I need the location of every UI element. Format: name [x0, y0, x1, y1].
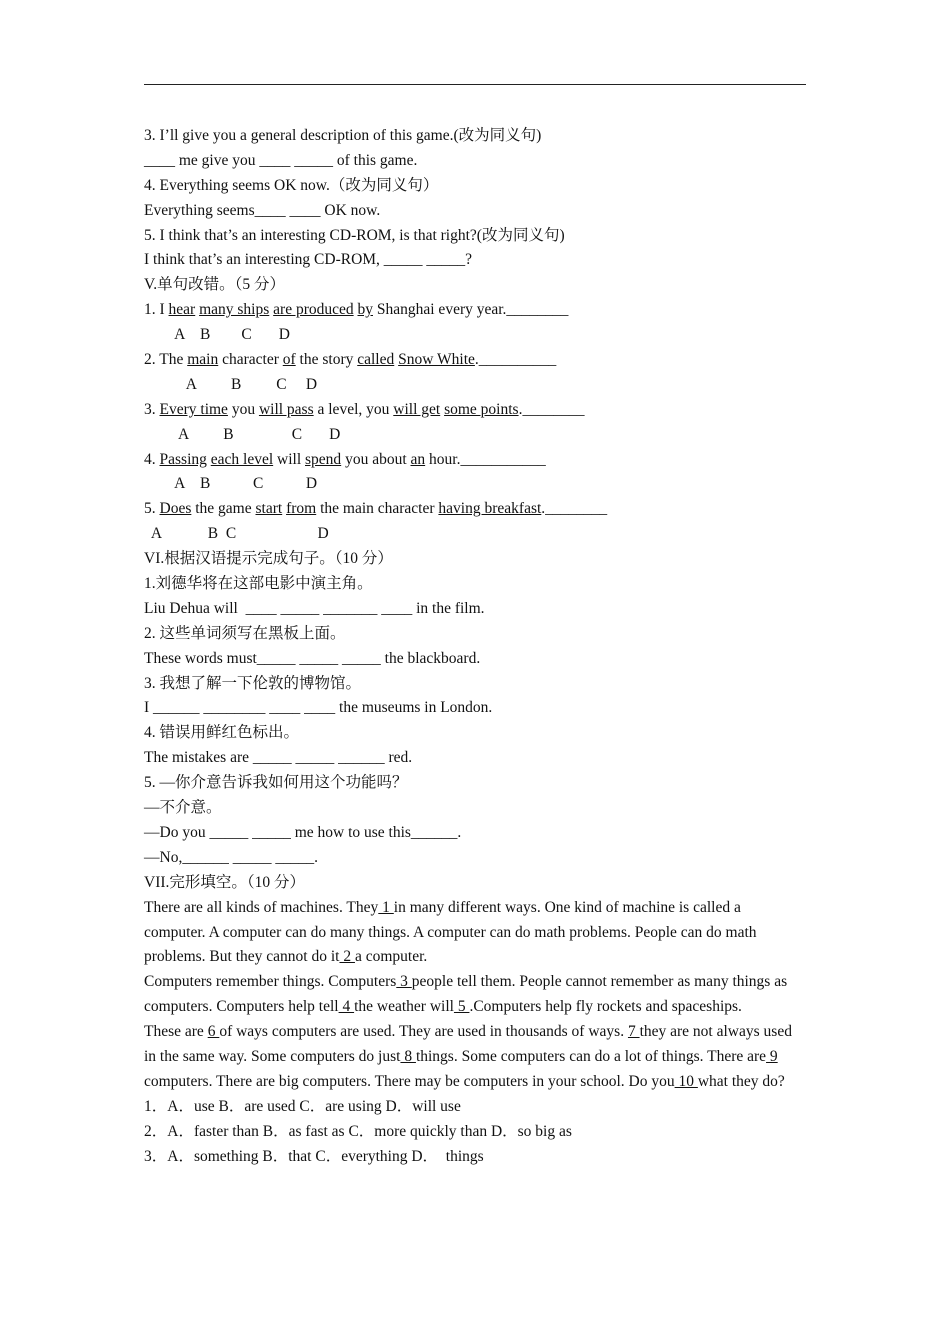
rewrite-q5: 5. I think that’s an interesting CD-ROM, is that right?(改为同义句)	[144, 226, 565, 244]
correction-item-4: 4. Passing each level will spend you about an hour.___________	[144, 450, 546, 468]
blank-7: 7	[627, 1023, 640, 1041]
cloze-paragraph-2: Computers remember things. Computers 3 people tell them. People cannot remember as many things as computers. Computers help tell 4 the weather will 5 .Computers help fly rockets and spaceships.	[144, 973, 788, 1016]
worksheet-page	[144, 124, 806, 1170]
correction-item-2-letters: A B C D	[144, 375, 318, 393]
blank-8: 8	[400, 1048, 416, 1066]
rewrite-q3-answer: ____ me give you ____ _____ of this game.	[144, 151, 418, 169]
blank-10: 10	[674, 1072, 698, 1090]
cloze-options-1: 1．A．use B．are used C．are using D．will use	[144, 1097, 461, 1115]
blank-1: 1	[378, 898, 394, 916]
blank-3: 3	[396, 973, 412, 991]
correction-item-5: 5. Does the game start from the main character having breakfast.________	[144, 500, 608, 518]
translation-prompt-5: 5. —你介意告诉我如何用这个功能吗？	[144, 774, 408, 792]
correction-item-4-letters: A B C D	[144, 475, 318, 493]
translation-answer-1: Liu Dehua will ____ _____ _______ ____ in the film.	[144, 599, 485, 617]
translation-prompt-3: 3. 我想了解一下伦敦的博物馆。	[144, 674, 362, 692]
translation-answer-2: These words must_____ _____ _____ the blackboard.	[144, 649, 481, 667]
correction-item-3-letters: A B C D	[144, 425, 341, 443]
cloze-paragraph-3: These are 6 of ways computers are used. They are used in thousands of ways. 7 they are not always used in the same way. Some computers do just 8 things. Some computers can do a lot of things. There are 9 computers. There are big computers. There may be computers in your school. Do you 10 what they do?	[144, 1023, 792, 1090]
translation-answer-5: —Do you _____ _____ me how to use this______.	[144, 823, 462, 841]
rewrite-q4-answer: Everything seems____ ____ OK now.	[144, 201, 381, 219]
blank-2: 2	[339, 948, 355, 966]
rewrite-q3: 3. I’ll give you a general description of this game.(改为同义句)	[144, 127, 542, 144]
correction-item-3: 3. Every time you will pass a level, you will get some points.________	[144, 400, 585, 418]
section-v-title: V.单句改错。（5 分）	[144, 276, 285, 294]
correction-item-2: 2. The main character of the story called Snow White.__________	[144, 351, 557, 369]
translation-prompt-4: 4. 错误用鲜红色标出。	[144, 724, 300, 742]
translation-prompt-5b: —不介意。	[144, 799, 222, 817]
cloze-paragraph-1: There are all kinds of machines. They 1 in many different ways. One kind of machine is called a computer. A computer can do many things. A computer can do math problems. People can do math problems. But they cannot do it 2 a computer.	[144, 898, 757, 966]
correction-item-1: 1. I hear many ships are produced by Shanghai every year.________	[144, 301, 569, 319]
translation-prompt-1: 1.刘德华将在这部电影中演主角。	[144, 575, 373, 593]
header-rule	[144, 84, 806, 85]
cloze-options-2: 2．A．faster than B．as fast as C．more quickly than D．so big as	[144, 1122, 572, 1140]
blank-9: 9	[766, 1048, 778, 1066]
blank-4: 4	[338, 998, 355, 1016]
cloze-options-3: 3．A．something B．that C．everything D． things	[144, 1147, 484, 1165]
translation-prompt-2: 2. 这些单词须写在黑板上面。	[144, 624, 346, 642]
section-vii-title: VII.完形填空。（10 分）	[144, 873, 306, 891]
translation-answer-5b: —No,______ _____ _____.	[144, 848, 318, 866]
blank-6: 6	[207, 1023, 220, 1041]
correction-item-5-letters: A B C D	[144, 525, 329, 543]
translation-answer-3: I ______ ________ ____ ____ the museums in London.	[144, 699, 493, 717]
rewrite-q5-answer: I think that’s an interesting CD-ROM, _____ _____?	[144, 251, 473, 269]
rewrite-q4: 4. Everything seems OK now.（改为同义句）	[144, 176, 439, 194]
blank-5: 5	[453, 998, 470, 1016]
correction-item-1-letters: A B C D	[144, 326, 290, 344]
section-vi-title: VI.根据汉语提示完成句子。（10 分）	[144, 550, 393, 568]
translation-answer-4: The mistakes are _____ _____ ______ red.	[144, 749, 413, 767]
